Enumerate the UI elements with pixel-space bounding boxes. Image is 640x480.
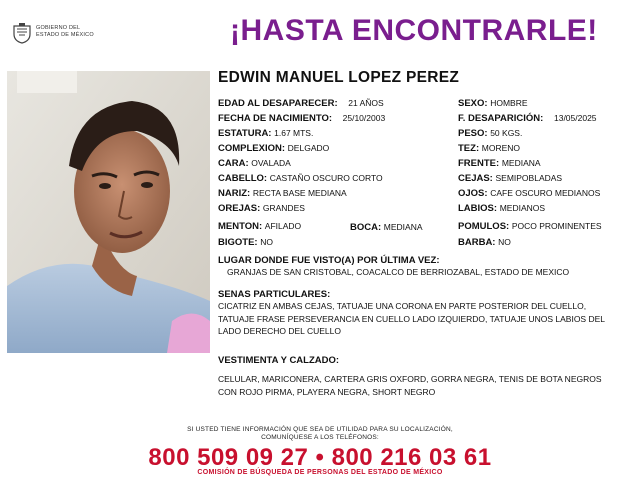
field-value: NO — [260, 237, 273, 247]
field-labios — [458, 202, 545, 215]
field-value: DELGADO — [287, 143, 330, 153]
field-bigote — [218, 236, 273, 249]
field-value: RECTA BASE MEDIANA — [252, 188, 347, 198]
phone-numbers: 800 509 09 27 • 800 216 03 61 — [148, 444, 492, 471]
field-cejas — [458, 172, 562, 185]
field-cabello — [218, 172, 383, 185]
person-name: EDWIN MANUEL LOPEZ PEREZ — [218, 69, 460, 86]
field-label: BOCA: — [350, 222, 382, 233]
field-value: 13/05/2025 — [553, 113, 597, 123]
field-tez — [458, 142, 520, 155]
field-ojos — [458, 187, 600, 200]
commission-name: COMISIÓN DE BÚSQUEDA DE PERSONAS DEL ESTADO DE MÉXICO — [197, 469, 443, 476]
field-value: AFILADO — [264, 221, 302, 231]
field-label: OREJAS: — [218, 203, 261, 214]
clothing-text: CELULAR, MARICONERA, CARTERA GRIS OXFORD, GORRA NEGRA, TENIS DE BOTA NEGROS CON ROJO PIRMA, PLAYERA NEGRA, SHORT NEGRO — [218, 374, 602, 397]
field-label: CABELLO: — [218, 173, 268, 184]
footer-note-2: COMUNÍQUESE A LOS TELÉFONOS: — [261, 434, 379, 441]
field-label: CARA: — [218, 158, 249, 169]
field-peso — [458, 127, 522, 140]
field-value: MORENO — [481, 143, 520, 153]
field-label: MENTON: — [218, 221, 263, 232]
person-photo — [7, 71, 210, 353]
field-value: SEMIPOBLADAS — [495, 173, 563, 183]
last-seen-text: GRANJAS DE SAN CRISTOBAL, COACALCO DE BERRIOZABAL, ESTADO DE MEXICO — [227, 267, 570, 277]
field-sexo — [458, 97, 528, 110]
field-label: POMULOS: — [458, 221, 510, 232]
field-complexion — [218, 142, 329, 155]
clothing-title: VESTIMENTA Y CALZADO: — [218, 355, 340, 366]
field-label: BIGOTE: — [218, 237, 258, 248]
field-value: GRANDES — [262, 203, 305, 213]
field-label: PESO: — [458, 128, 488, 139]
field-value: 1.67 MTS. — [274, 128, 314, 138]
government-logo — [12, 22, 132, 48]
field-value: MEDIANOS — [499, 203, 546, 213]
field-pomulos — [458, 220, 602, 233]
field-label: COMPLEXION: — [218, 143, 286, 154]
field-value: MEDIANA — [501, 158, 541, 168]
field-label: TEZ: — [458, 143, 480, 154]
field-value: OVALADA — [251, 158, 291, 168]
field-orejas — [218, 202, 305, 215]
last-seen-title: LUGAR DONDE FUE VISTO(A) POR ÚLTIMA VEZ: — [218, 255, 440, 266]
field-fecha-nacimiento — [218, 112, 385, 125]
field-boca — [350, 221, 423, 234]
gov-line-1: GOBIERNO DEL — [36, 25, 81, 31]
field-value: POCO PROMINENTES — [511, 221, 602, 231]
field-label: ESTATURA: — [218, 128, 272, 139]
field-value: CASTAÑO OSCURO CORTO — [269, 173, 383, 183]
footer-note-1: SI USTED TIENE INFORMACIÓN QUE SEA DE UTILIDAD PARA SU LOCALIZACIÓN, — [187, 426, 453, 433]
field-label: F. DESAPARICIÓN: — [458, 113, 544, 124]
field-label: FECHA DE NACIMIENTO: — [218, 113, 332, 124]
field-label: LABIOS: — [458, 203, 498, 214]
field-label: FRENTE: — [458, 158, 500, 169]
marks-text: CICATRIZ EN AMBAS CEJAS, TATUAJE UNA CORONA EN PARTE POSTERIOR DEL CUELLO, TATUAJE FRASE PERSEVERANCIA EN CUELLO LADO IZQUIERDO, TATUAJE UNOS LABIOS DEL LADO DERECHO DEL CUELLO — [218, 301, 605, 336]
field-label: OJOS: — [458, 188, 488, 199]
field-value: 50 KGS. — [490, 128, 523, 138]
field-label: EDAD AL DESAPARECER: — [218, 98, 338, 109]
field-label: NARIZ: — [218, 188, 251, 199]
field-value: 21 AÑOS — [348, 98, 384, 108]
field-value: HOMBRE — [490, 98, 528, 108]
field-frente — [458, 157, 541, 170]
field-value: CAFE OSCURO MEDIANOS — [490, 188, 601, 198]
state-seal-icon — [12, 22, 32, 44]
field-estatura — [218, 127, 313, 140]
gov-line-2: ESTADO DE MÉXICO — [36, 32, 94, 38]
field-label: SEXO: — [458, 98, 488, 109]
field-nariz — [218, 187, 347, 200]
field-value: MEDIANA — [383, 222, 423, 232]
government-text — [36, 25, 94, 39]
field-edad — [218, 97, 384, 110]
marks-title: SENAS PARTICULARES: — [218, 289, 331, 300]
field-menton — [218, 220, 301, 233]
field-label: BARBA: — [458, 237, 496, 248]
headline: ¡HASTA ENCONTRARLE! — [230, 14, 630, 50]
field-label: CEJAS: — [458, 173, 493, 184]
field-value: NO — [498, 237, 511, 247]
field-fecha-desaparicion — [458, 112, 597, 125]
field-barba — [458, 236, 511, 249]
field-cara — [218, 157, 291, 170]
field-value: 25/10/2003 — [342, 113, 386, 123]
